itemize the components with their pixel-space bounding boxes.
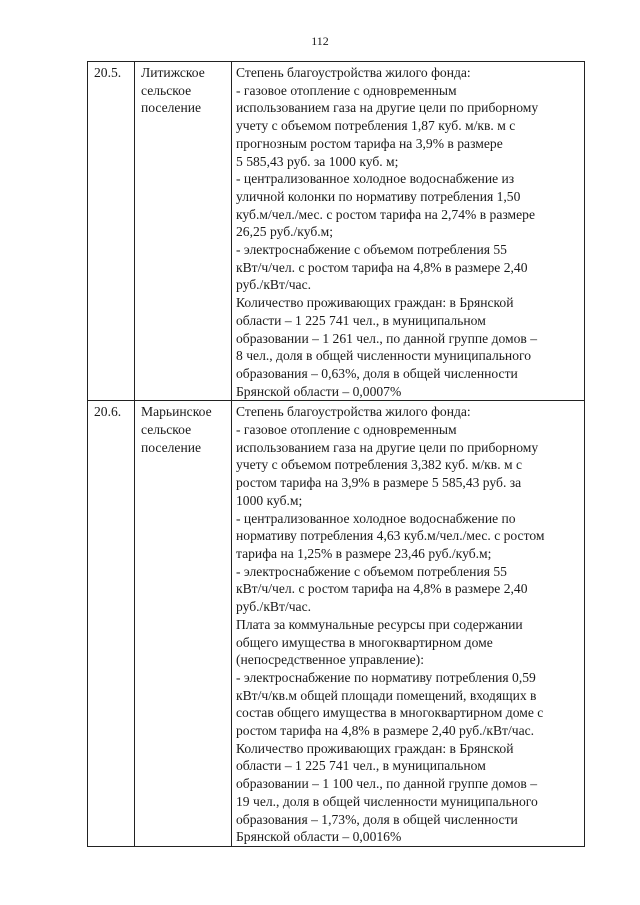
description-line: прогнозным ростом тарифа на 3,9% в размере xyxy=(236,135,503,151)
row-number: 20.5. xyxy=(94,65,122,80)
description-cell xyxy=(232,401,585,847)
settlement-name-line: Литижское xyxy=(141,65,205,80)
description-line: куб.м/чел./мес. с ростом тарифа на 2,74% в размере xyxy=(236,206,536,222)
description-line: состав общего имущества в многоквартирном доме с xyxy=(236,705,544,721)
settlement-cell xyxy=(135,62,232,401)
description-cell xyxy=(232,62,585,401)
row-number-cell xyxy=(88,62,135,401)
description-line: - электроснабжение с объемом потребления 55 xyxy=(236,242,507,258)
settlement-name-line: поселение xyxy=(141,439,202,455)
description-line: - централизованное холодное водоснабжение из xyxy=(236,171,515,187)
settlement-name-line: сельское xyxy=(141,82,192,98)
description-line: 26,25 руб./куб.м; xyxy=(236,224,334,240)
description-line: - электроснабжение с объемом потребления 55 xyxy=(236,563,507,579)
description-line: Количество проживающих граждан: в Брянской xyxy=(236,740,514,756)
description-line: учету с объемом потребления 3,382 куб. м/кв. м с xyxy=(236,457,523,473)
description-line: образовании – 1 100 чел., по данной группе домов – xyxy=(236,776,538,792)
table-row xyxy=(88,401,585,847)
description-line: - электроснабжение по нормативу потребления 0,59 xyxy=(236,669,536,685)
description-line: нормативу потребления 4,63 куб.м/чел./мес. с ростом xyxy=(236,528,545,544)
description-line: 19 чел., доля в общей численности муниципального xyxy=(236,793,538,809)
description-line: 1000 куб.м; xyxy=(236,492,303,508)
description-line: ростом тарифа на 3,9% в размере 5 585,43 руб. за xyxy=(236,475,522,491)
description-line: 5 585,43 руб. за 1000 куб. м; xyxy=(236,153,399,169)
description-line: учету с объемом потребления 1,87 куб. м/кв. м с xyxy=(236,118,516,134)
settlement-name-line: поселение xyxy=(141,100,202,116)
description-line: кВт/ч/кв.м общей площади помещений, входящих в xyxy=(236,687,537,703)
description-line: тарифа на 1,25% в размере 23,46 руб./куб.м; xyxy=(236,545,492,561)
description-line: Степень благоустройства жилого фонда: xyxy=(236,404,471,420)
description-line: использованием газа на другие цели по приборному xyxy=(236,439,539,455)
description-line: Брянской области – 0,0007% xyxy=(236,383,402,399)
description-line: Плата за коммунальные ресурсы при содержании xyxy=(236,616,523,632)
page-number: 112 xyxy=(311,34,329,48)
description-line: руб./кВт/час. xyxy=(236,599,312,615)
description-line: кВт/ч/чел. с ростом тарифа на 4,8% в размере 2,40 xyxy=(236,259,528,275)
description-line: (непосредственное управление): xyxy=(236,652,424,668)
description-line: использованием газа на другие цели по приборному xyxy=(236,100,539,116)
description-line: области – 1 225 741 чел., в муниципальном xyxy=(236,758,486,774)
description-line: - газовое отопление с одновременным xyxy=(236,82,457,98)
row-number: 20.6. xyxy=(94,404,122,420)
description-line: Степень благоустройства жилого фонда: xyxy=(236,65,471,80)
description-line: - централизованное холодное водоснабжение по xyxy=(236,510,516,526)
description-line: ростом тарифа на 4,8% в размере 2,40 руб./кВт/час. xyxy=(236,723,535,739)
description-line: образования – 1,73%, доля в общей численности xyxy=(236,811,518,827)
description-line: образовании – 1 261 чел., по данной группе домов – xyxy=(236,330,538,346)
description-line: области – 1 225 741 чел., в муниципальном xyxy=(236,312,486,328)
description-line: общего имущества в многоквартирном доме xyxy=(236,634,493,650)
settlement-name-line: Марьинское xyxy=(141,404,212,420)
description-line: руб./кВт/час. xyxy=(236,277,312,293)
description-line: образования – 0,63%, доля в общей численности xyxy=(236,365,518,381)
description-line: уличной колонки по нормативу потребления 1,50 xyxy=(236,188,521,204)
description-line: кВт/ч/чел. с ростом тарифа на 4,8% в размере 2,40 xyxy=(236,581,528,597)
settlement-name-line: сельское xyxy=(141,422,192,438)
description-line: Брянской области – 0,0016% xyxy=(236,829,402,845)
description-line: - газовое отопление с одновременным xyxy=(236,422,457,438)
row-number-cell xyxy=(88,401,135,847)
document-table xyxy=(87,61,585,847)
table-row xyxy=(88,62,585,401)
description-line: Количество проживающих граждан: в Брянской xyxy=(236,295,514,311)
settlement-cell xyxy=(135,401,232,847)
description-line: 8 чел., доля в общей численности муниципального xyxy=(236,348,532,364)
